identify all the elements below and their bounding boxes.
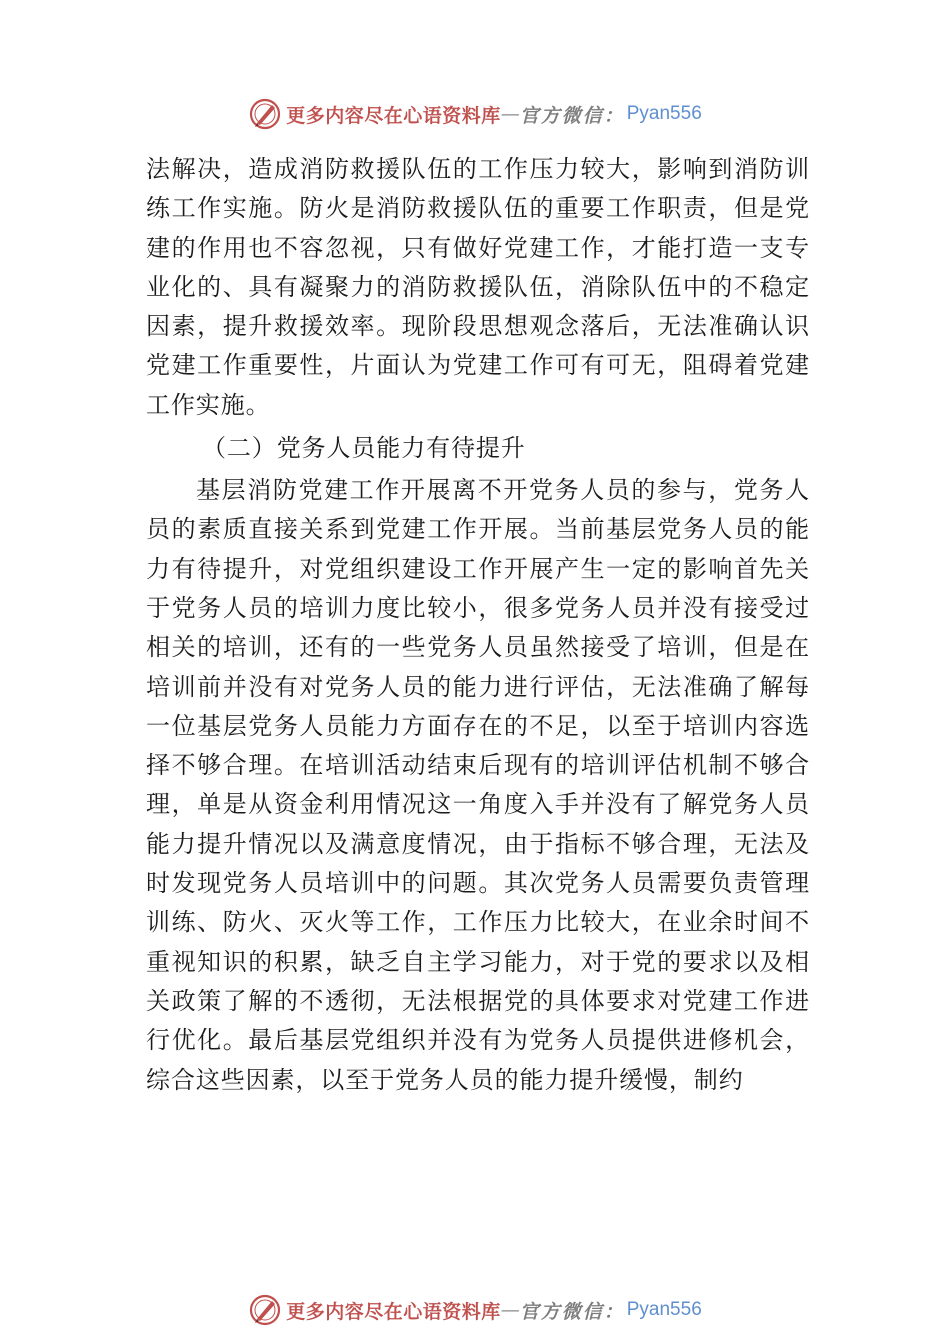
banner-separator: — <box>500 103 520 125</box>
footer-banner <box>0 1290 950 1330</box>
banner-wechat-id: Pyan556 <box>626 1299 702 1320</box>
section-heading: （二）党务人员能力有待提升 <box>202 434 526 463</box>
quill-pen-seal-icon <box>248 1293 282 1327</box>
banner-title: 更多内容尽在心语资料库 <box>286 104 501 127</box>
banner-separator: — <box>500 1299 520 1321</box>
banner-title: 更多内容尽在心语资料库 <box>286 1300 501 1323</box>
quill-pen-seal-icon <box>248 97 282 131</box>
banner-wechat-label: 官方微信： <box>519 104 625 127</box>
banner-wechat-id: Pyan556 <box>626 103 702 124</box>
document-body <box>146 150 810 1100</box>
header-banner <box>0 94 950 134</box>
banner-wechat-label: 官方微信： <box>519 1300 625 1323</box>
paragraph: 基层消防党建工作开展离不开党务人员的参与，党务人员的素质直接关系到党建工作开展。当前基层党务人员的能力有待提升，对党组织建设工作开展产生一定的影响首先关于党务人员的培训力度比较小，很多党务人员并没有接受过相关的培训，还有的一些党务人员虽然接受了培训，但是在培训前并没有对党务人员的能力进行评估，无法准确了解每一位基层党务人员能力方面存在的不足，以至于培训内容选择不够合理。在培训活动结束后现有的培训评估机制不够合理，单是从资金利用情况这一角度入手并没有了解党务人员能力提升情况以及满意度情况，由于指标不够合理，无法及时发现党务人员培训中的问题。其次党务人员需要负责管理训练、防火、灭火等工作，工作压力比较大，在业余时间不重视知识的积累，缺乏自主学习能力，对于党的要求以及相关政策了解的不透彻，无法根据党的具体要求对党建工作进行优化。最后基层党组织并没有为党务人员提供进修机会，综合这些因素，以至于党务人员的能力提升缓慢，制约 <box>146 476 810 1094</box>
paragraph-continued: 法解决，造成消防救援队伍的工作压力较大，影响到消防训练工作实施。防火是消防救援队伍的重要工作职责，但是党建的作用也不容忽视，只有做好党建工作，才能打造一支专业化的、具有凝聚力的消防救援队伍，消除队伍中的不稳定因素，提升救援效率。现阶段思想观念落后，无法准确认识党建工作重要性，片面认为党建工作可有可无，阻碍着党建工作实施。 <box>146 155 810 419</box>
